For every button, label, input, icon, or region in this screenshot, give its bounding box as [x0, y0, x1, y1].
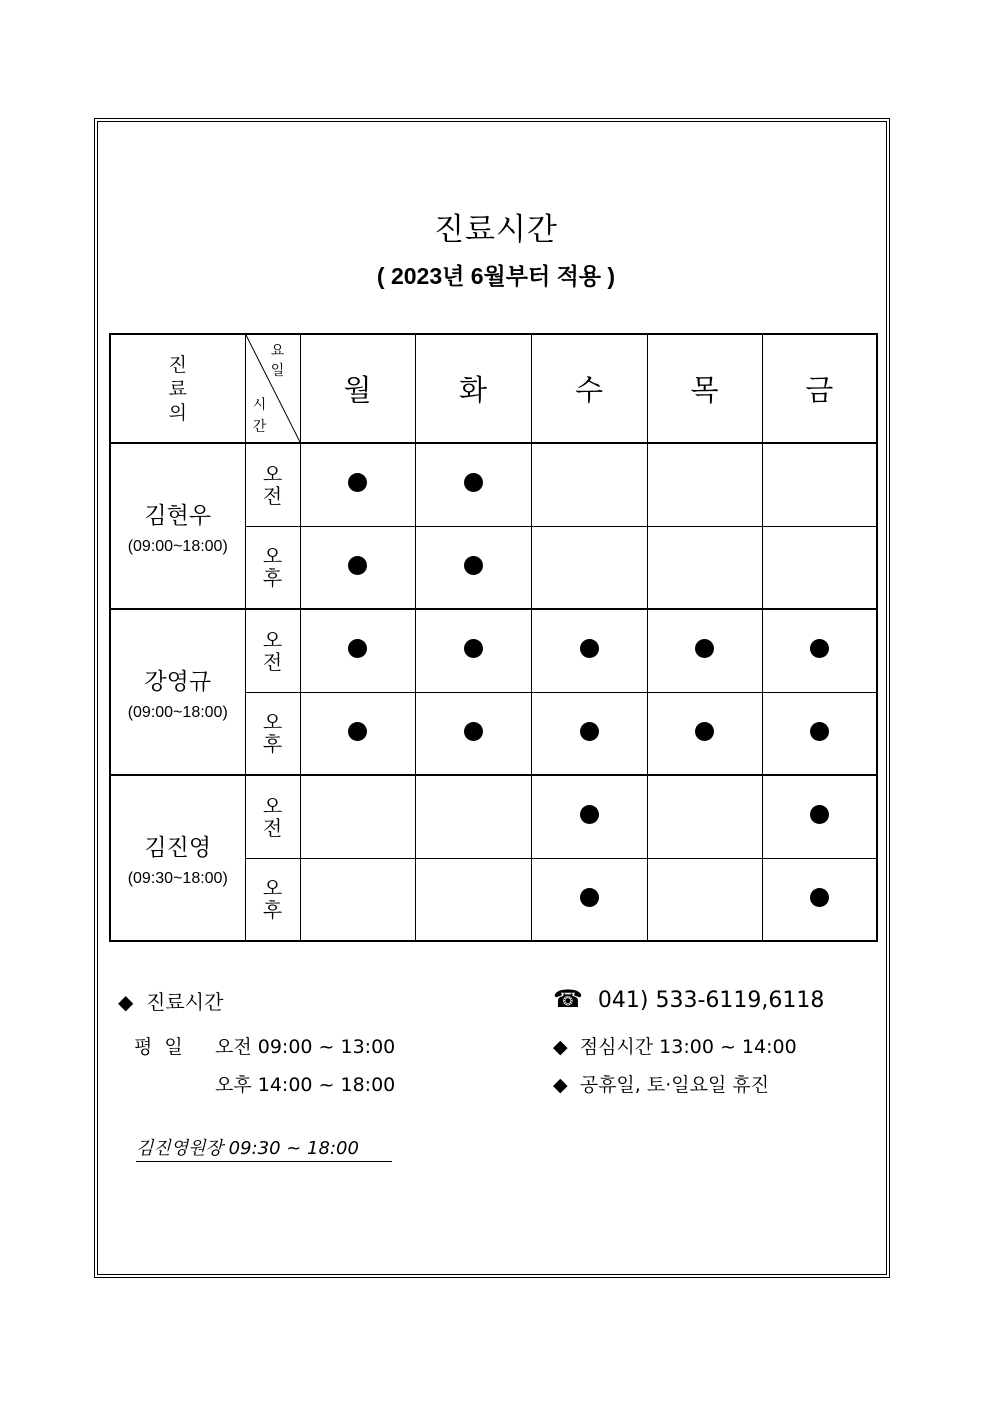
day-header-thu: 목: [647, 334, 762, 443]
doctor-hours-note: 김진영원장 09:30 ~ 18:00: [136, 1134, 392, 1162]
period-label-cell: [245, 775, 300, 858]
schedule-cell: [762, 858, 877, 941]
diamond-icon: ◆: [553, 1074, 568, 1096]
available-dot-icon: [695, 639, 714, 658]
lunch-line: [553, 1032, 797, 1059]
schedule-cell: [300, 858, 415, 941]
period-label-char: 오: [262, 876, 283, 901]
schedule-cell: [531, 526, 647, 609]
schedule-cell: [300, 692, 415, 775]
period-label-cell: [245, 609, 300, 692]
lunch-hours: 점심시간 13:00 ~ 14:00: [579, 1036, 797, 1058]
schedule-cell: [762, 609, 877, 692]
period-label-cell: [245, 443, 300, 526]
period-label-char: 오: [262, 461, 283, 486]
doctor-hours: (09:00~18:00): [127, 537, 228, 555]
period-label-char: 오: [262, 544, 283, 569]
schedule-cell: [531, 443, 647, 526]
schedule-cell: [647, 775, 762, 858]
period-label-char: 전: [262, 483, 283, 508]
schedule-cell: [531, 775, 647, 858]
day-header-tue: 화: [415, 334, 531, 443]
schedule-table: [109, 333, 878, 942]
available-dot-icon: [348, 556, 367, 575]
available-dot-icon: [580, 888, 599, 907]
phone-line: [553, 985, 824, 1013]
diagonal-time-label: [252, 394, 268, 438]
period-label-char: 오: [262, 627, 283, 652]
day-label-char: 요: [270, 343, 285, 359]
schedule-cell: [647, 692, 762, 775]
period-label-char: 후: [262, 732, 283, 757]
schedule-cell: [762, 443, 877, 526]
available-dot-icon: [810, 888, 829, 907]
period-label-char: 후: [262, 566, 283, 591]
available-dot-icon: [695, 722, 714, 741]
available-dot-icon: [464, 556, 483, 575]
doctor-cell: [110, 609, 245, 775]
doctor-name: 김현우: [144, 502, 212, 529]
doctor-hours: (09:00~18:00): [127, 703, 228, 721]
schedule-cell: [415, 526, 531, 609]
schedule-cell: [415, 609, 531, 692]
period-label-char: 전: [262, 649, 283, 674]
period-label-cell: [245, 526, 300, 609]
page-title: 진료시간: [434, 212, 558, 248]
doctor-header-char: 의: [168, 401, 187, 424]
schedule-cell: [647, 526, 762, 609]
schedule-cell: [415, 775, 531, 858]
schedule-cell: [647, 858, 762, 941]
table-row: [110, 609, 877, 692]
schedule-cell: [647, 443, 762, 526]
weekday-label: 평 일: [134, 1036, 183, 1058]
schedule-cell: [300, 609, 415, 692]
available-dot-icon: [580, 805, 599, 824]
doctor-header-char: 료: [168, 377, 187, 400]
diagonal-day-label: [270, 341, 286, 381]
schedule-cell: [300, 443, 415, 526]
morning-hours: 오전 09:00 ~ 13:00: [215, 1036, 396, 1058]
page-subtitle: ( 2023년 6월부터 적용 ): [376, 263, 616, 289]
schedule-cell: [762, 775, 877, 858]
schedule-cell: [300, 775, 415, 858]
period-label-cell: [245, 858, 300, 941]
available-dot-icon: [810, 805, 829, 824]
hours-heading: [118, 986, 223, 1015]
schedule-cell: [762, 526, 877, 609]
time-label-char: 시: [252, 397, 267, 413]
schedule-cell: [415, 443, 531, 526]
doctor-hours: (09:30~18:00): [127, 869, 228, 887]
available-dot-icon: [580, 722, 599, 741]
table-row: [110, 443, 877, 526]
doctor-column-header: [110, 334, 245, 443]
schedule-cell: [531, 692, 647, 775]
day-header-wed: 수: [531, 334, 647, 443]
schedule-cell: [531, 609, 647, 692]
day-header-fri: 금: [762, 334, 877, 443]
available-dot-icon: [348, 473, 367, 492]
period-label-char: 전: [262, 815, 283, 840]
period-label-char: 후: [262, 898, 283, 923]
day-header-mon: 월: [300, 334, 415, 443]
period-label-cell: [245, 692, 300, 775]
closed-days: 공휴일, 토·일요일 휴진: [579, 1074, 770, 1096]
schedule-cell: [415, 692, 531, 775]
diamond-icon: ◆: [118, 990, 134, 1014]
diagonal-header-cell: [245, 334, 300, 443]
doctor-header-char: 진: [168, 353, 187, 376]
hours-heading-text: 진료시간: [146, 990, 224, 1014]
schedule-cell: [531, 858, 647, 941]
doctor-cell: [110, 443, 245, 609]
available-dot-icon: [580, 639, 599, 658]
schedule-cell: [300, 526, 415, 609]
available-dot-icon: [464, 473, 483, 492]
afternoon-hours: 오후 14:00 ~ 18:00: [215, 1074, 396, 1096]
available-dot-icon: [348, 722, 367, 741]
table-header-row: [110, 334, 877, 443]
schedule-cell: [762, 692, 877, 775]
schedule-cell: [647, 609, 762, 692]
available-dot-icon: [464, 722, 483, 741]
available-dot-icon: [810, 722, 829, 741]
doctor-name: 강영규: [144, 668, 212, 695]
doctor-cell: [110, 775, 245, 941]
day-label-char: 일: [270, 363, 285, 379]
diamond-icon: ◆: [553, 1036, 568, 1058]
available-dot-icon: [810, 639, 829, 658]
phone-number: 041) 533-6119,6118: [597, 988, 825, 1013]
telephone-icon: ☎: [553, 985, 583, 1013]
closed-line: [553, 1070, 769, 1097]
available-dot-icon: [348, 639, 367, 658]
schedule-cell: [415, 858, 531, 941]
period-label-char: 오: [262, 793, 283, 818]
table-row: [110, 775, 877, 858]
period-label-char: 오: [262, 710, 283, 735]
time-label-char: 간: [252, 419, 267, 435]
doctor-name: 김진영: [144, 834, 212, 861]
available-dot-icon: [464, 639, 483, 658]
